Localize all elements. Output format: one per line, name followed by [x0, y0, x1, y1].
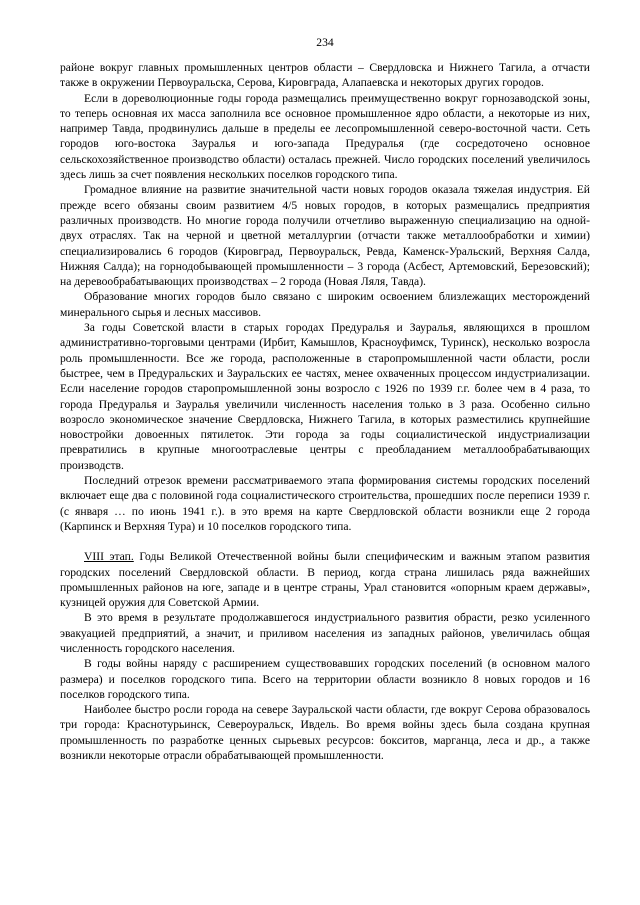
stage-text: Годы Великой Отечественной войны были специфическим и важным этапом развития городских поселений Свердловской области. В период, когда страна лишилась ряда важнейших промышленных районов на юге, западе и в центре страны, Урал становится «опорным краем державы», кузницей оружия для Советской Армии. — [60, 550, 591, 610]
paragraph: Наиболее быстро росли города на севере Зауральской части области, где вокруг Серова образовалось три города: Краснотурьинск, Североуральск, Ивдель. Во время войны здесь была создана крупная промышленность по разработке ценных сырьевых ресурсов: бокситов, марганца, леса и др., а также возникли некоторые отрасли обрабатывающей промышленности. — [60, 703, 590, 763]
document-page — [60, 36, 590, 763]
paragraph: районе вокруг главных промышленных центров области – Свердловска и Нижнего Тагила, а отчасти также в окружении Первоуральска, Серова, Кировграда, Алапаевска и некоторых других городов. — [60, 61, 590, 90]
paragraph: За годы Советской власти в старых городах Предуралья и Зауралья, являющихся в прошлом административно-торговыми центрами (Ирбит, Камышлов, Красноуфимск, Туринск), несколько возросла роль промышленности. Все же города, расположенные в старопромышленной части области, росли быстрее, чем в Предуральских и Зауральских ее частях, менее охваченных процессом индустриализации. Если население городов старопромышленной зоны возросло с 1926 по 1939 г.г. более чем в 4 раза, то города Предуралья и Зауралья увеличили численность населения только в 3 раза. Особенно сильно возросло экономическое значение Свердловска, Нижнего Тагила, в которых разместились крупнейшие новостройки довоенных пятилеток. Эти города за годы социалистической индустриализации превратились в крупные многоотраслевые центры с преобладанием металлообрабатывающих производств. — [60, 321, 590, 472]
paragraph: Громадное влияние на развитие значительной части новых городов оказала тяжелая индустрия. Ей прежде всего обязаны своим развитием 4/5 новых городов, в которых размещались предприятия различных производств. Но многие города получили отчетливо выраженную специализацию на одной-двух отраслях. Так на черной и цветной металлургии (отчасти также металлообработки и химии) специализировались 6 городов (Кировград, Первоуральск, Ревда, Каменск-Уральский, Верхняя Салда, Нижняя Салда); на горнодобывающей промышленности – 3 города (Асбест, Артемовский, Березовский); на деревообрабатывающих производствах – 2 города (Новая Ляля, Тавда). — [60, 183, 590, 289]
stage-label: VIII этап. — [84, 550, 134, 564]
paragraph: Если в дореволюционные годы города размещались преимущественно вокруг горнозаводской зоны, то теперь основная их масса заполнила все основное промышленное ядро области, а некоторые из них, например Тавда, продвинулись дальше в пределы ее лесопромышленной северо-восточной части. Сеть городов юго-востока Зауралья и юго-запада Предуралья (где сосредоточено основное сельскохозяйственное производство области) осталась прежней. Число городских поселений увеличилось здесь лишь за счет появления нескольких поселков городского типа. — [60, 91, 590, 182]
paragraph: Последний отрезок времени рассматриваемого этапа формирования системы городских поселений включает еще два с половиной года социалистического строительства, прошедших после переписи 1939 г. (с января … по июнь 1941 г.). в это время на карте Свердловской области возникли еще 2 города (Карпинск и Верхняя Тура) и 10 поселков городского типа. — [60, 474, 590, 533]
stage-paragraph — [60, 549, 590, 610]
paragraph: В годы войны наряду с расширением существовавших городских поселений (в основном малого размера) и поселков городского типа. Всего на территории области возникло 8 новых городов и 16 поселков городского типа. — [60, 657, 590, 701]
section-spacer — [60, 534, 590, 549]
paragraph: Образование многих городов было связано с широким освоением близлежащих месторождений минерального сырья и лесных массивов. — [60, 290, 590, 319]
page-number: 234 — [316, 36, 334, 49]
paragraph: В это время в результате продолжавшегося индустриального развития обрасти, резко усиленного эвакуацией предприятий, а значит, и приливом населения из западных районов, увеличилась общая численность городского населения. — [60, 611, 590, 655]
